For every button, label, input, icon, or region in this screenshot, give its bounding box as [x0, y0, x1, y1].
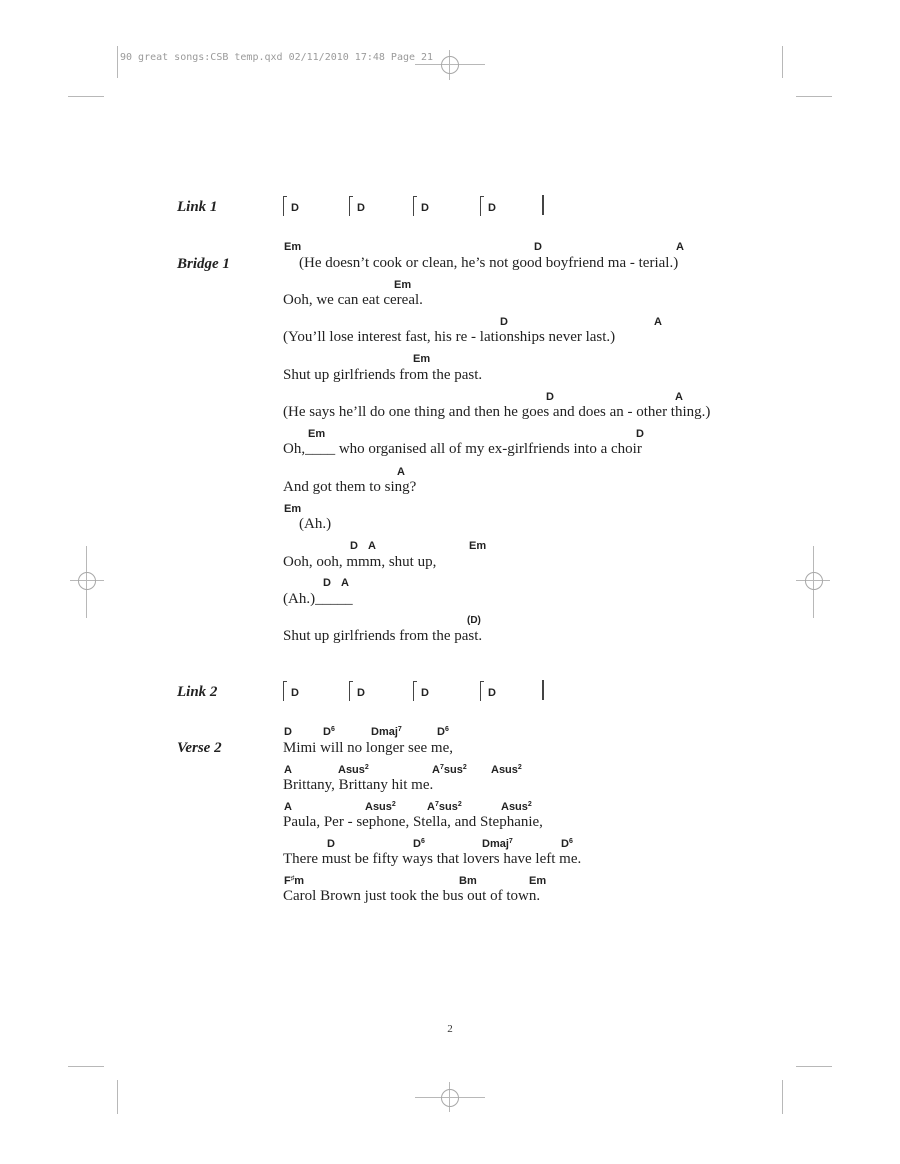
page-number: 2 — [447, 1023, 453, 1035]
chord: D — [421, 202, 429, 214]
chord: Asus$^2$ — [501, 801, 532, 813]
chord: Dmaj$^7$ — [482, 838, 513, 850]
lyric-line: Mimi will no longer see me, — [283, 740, 453, 756]
lyric-line: Paula, Per - sephone, Stella, and Stephanie, — [283, 814, 543, 830]
chord: D — [488, 202, 496, 214]
chord: $A^7sus^2$ — [432, 764, 467, 776]
chord: A — [284, 764, 292, 776]
chord: Em — [394, 279, 412, 291]
lyric-line: (Ah.) — [299, 516, 332, 532]
chord: D — [291, 202, 299, 214]
chord: Em — [284, 241, 302, 253]
lyric-line: Ooh, we can eat cereal. — [283, 292, 423, 308]
lyric-line: Carol Brown just took the bus out of town. — [283, 888, 541, 904]
chord: D — [291, 687, 299, 699]
print-slug: 90 great songs:CSB temp.qxd 02/11/2010 17:48 Page 21 — [120, 52, 434, 63]
chord: A — [675, 391, 683, 403]
chord: (D) — [467, 615, 481, 626]
chord: Dmaj$^7$ — [371, 726, 402, 738]
lyric-line: Ooh, ooh, mmm, shut up, — [283, 554, 437, 570]
chord: A — [397, 466, 405, 478]
chord: D — [546, 391, 554, 403]
lyric-line: (Ah.)_____ — [283, 591, 353, 607]
chord: A — [284, 801, 292, 813]
lyric-line: (He says he’ll do one thing and then he goes and does an - other thing.) — [283, 404, 711, 420]
chord: A — [341, 577, 349, 589]
section-label: Link 2 — [177, 684, 218, 700]
chord: D — [327, 838, 335, 850]
chord: $D^6$ — [561, 838, 573, 850]
lyric-line: And got them to sing? — [283, 479, 417, 495]
chord: D — [284, 726, 292, 738]
chord: $D^6$ — [323, 726, 335, 738]
chord: Em — [413, 353, 431, 365]
section-label: Link 1 — [177, 199, 218, 215]
chord: D — [488, 687, 496, 699]
chord: Em — [469, 540, 487, 552]
lyric-line: Brittany, Brittany hit me. — [283, 777, 434, 793]
lyric-line: Oh,____ who organised all of my ex-girlfriends into a choir — [283, 441, 642, 457]
chord: D — [421, 687, 429, 699]
chord: D — [534, 241, 542, 253]
chord: A — [676, 241, 684, 253]
chord: $D^6$ — [437, 726, 449, 738]
chord: D — [350, 540, 358, 552]
chord: Bm — [459, 875, 477, 887]
lyric-line: Shut up girlfriends from the past. — [283, 628, 483, 644]
chord: A — [368, 540, 376, 552]
chord: D — [500, 316, 508, 328]
lyric-line: (He doesn’t cook or clean, he’s not good boyfriend ma - terial.) — [299, 255, 679, 271]
section-label: Bridge 1 — [177, 256, 230, 272]
chord: Asus$^2$ — [365, 801, 396, 813]
chord: $A^7sus^2$ — [427, 801, 462, 813]
lyric-line: (You’ll lose interest fast, his re - lationships never last.) — [283, 329, 616, 345]
lyric-line: Shut up girlfriends from the past. — [283, 367, 483, 383]
chord: F♯m — [284, 875, 305, 887]
chord: D — [357, 687, 365, 699]
chord: Em — [284, 503, 302, 515]
chord: Asus$^2$ — [491, 764, 522, 776]
chord: Em — [529, 875, 547, 887]
chord: D — [323, 577, 331, 589]
section-label: Verse 2 — [177, 740, 222, 756]
lyric-line: There must be fifty ways that lovers have left me. — [283, 851, 582, 867]
chord: Em — [308, 428, 326, 440]
chord: D — [636, 428, 644, 440]
chord: $D^6$ — [413, 838, 425, 850]
chord: Asus$^2$ — [338, 764, 369, 776]
chord: A — [654, 316, 662, 328]
chord: D — [357, 202, 365, 214]
